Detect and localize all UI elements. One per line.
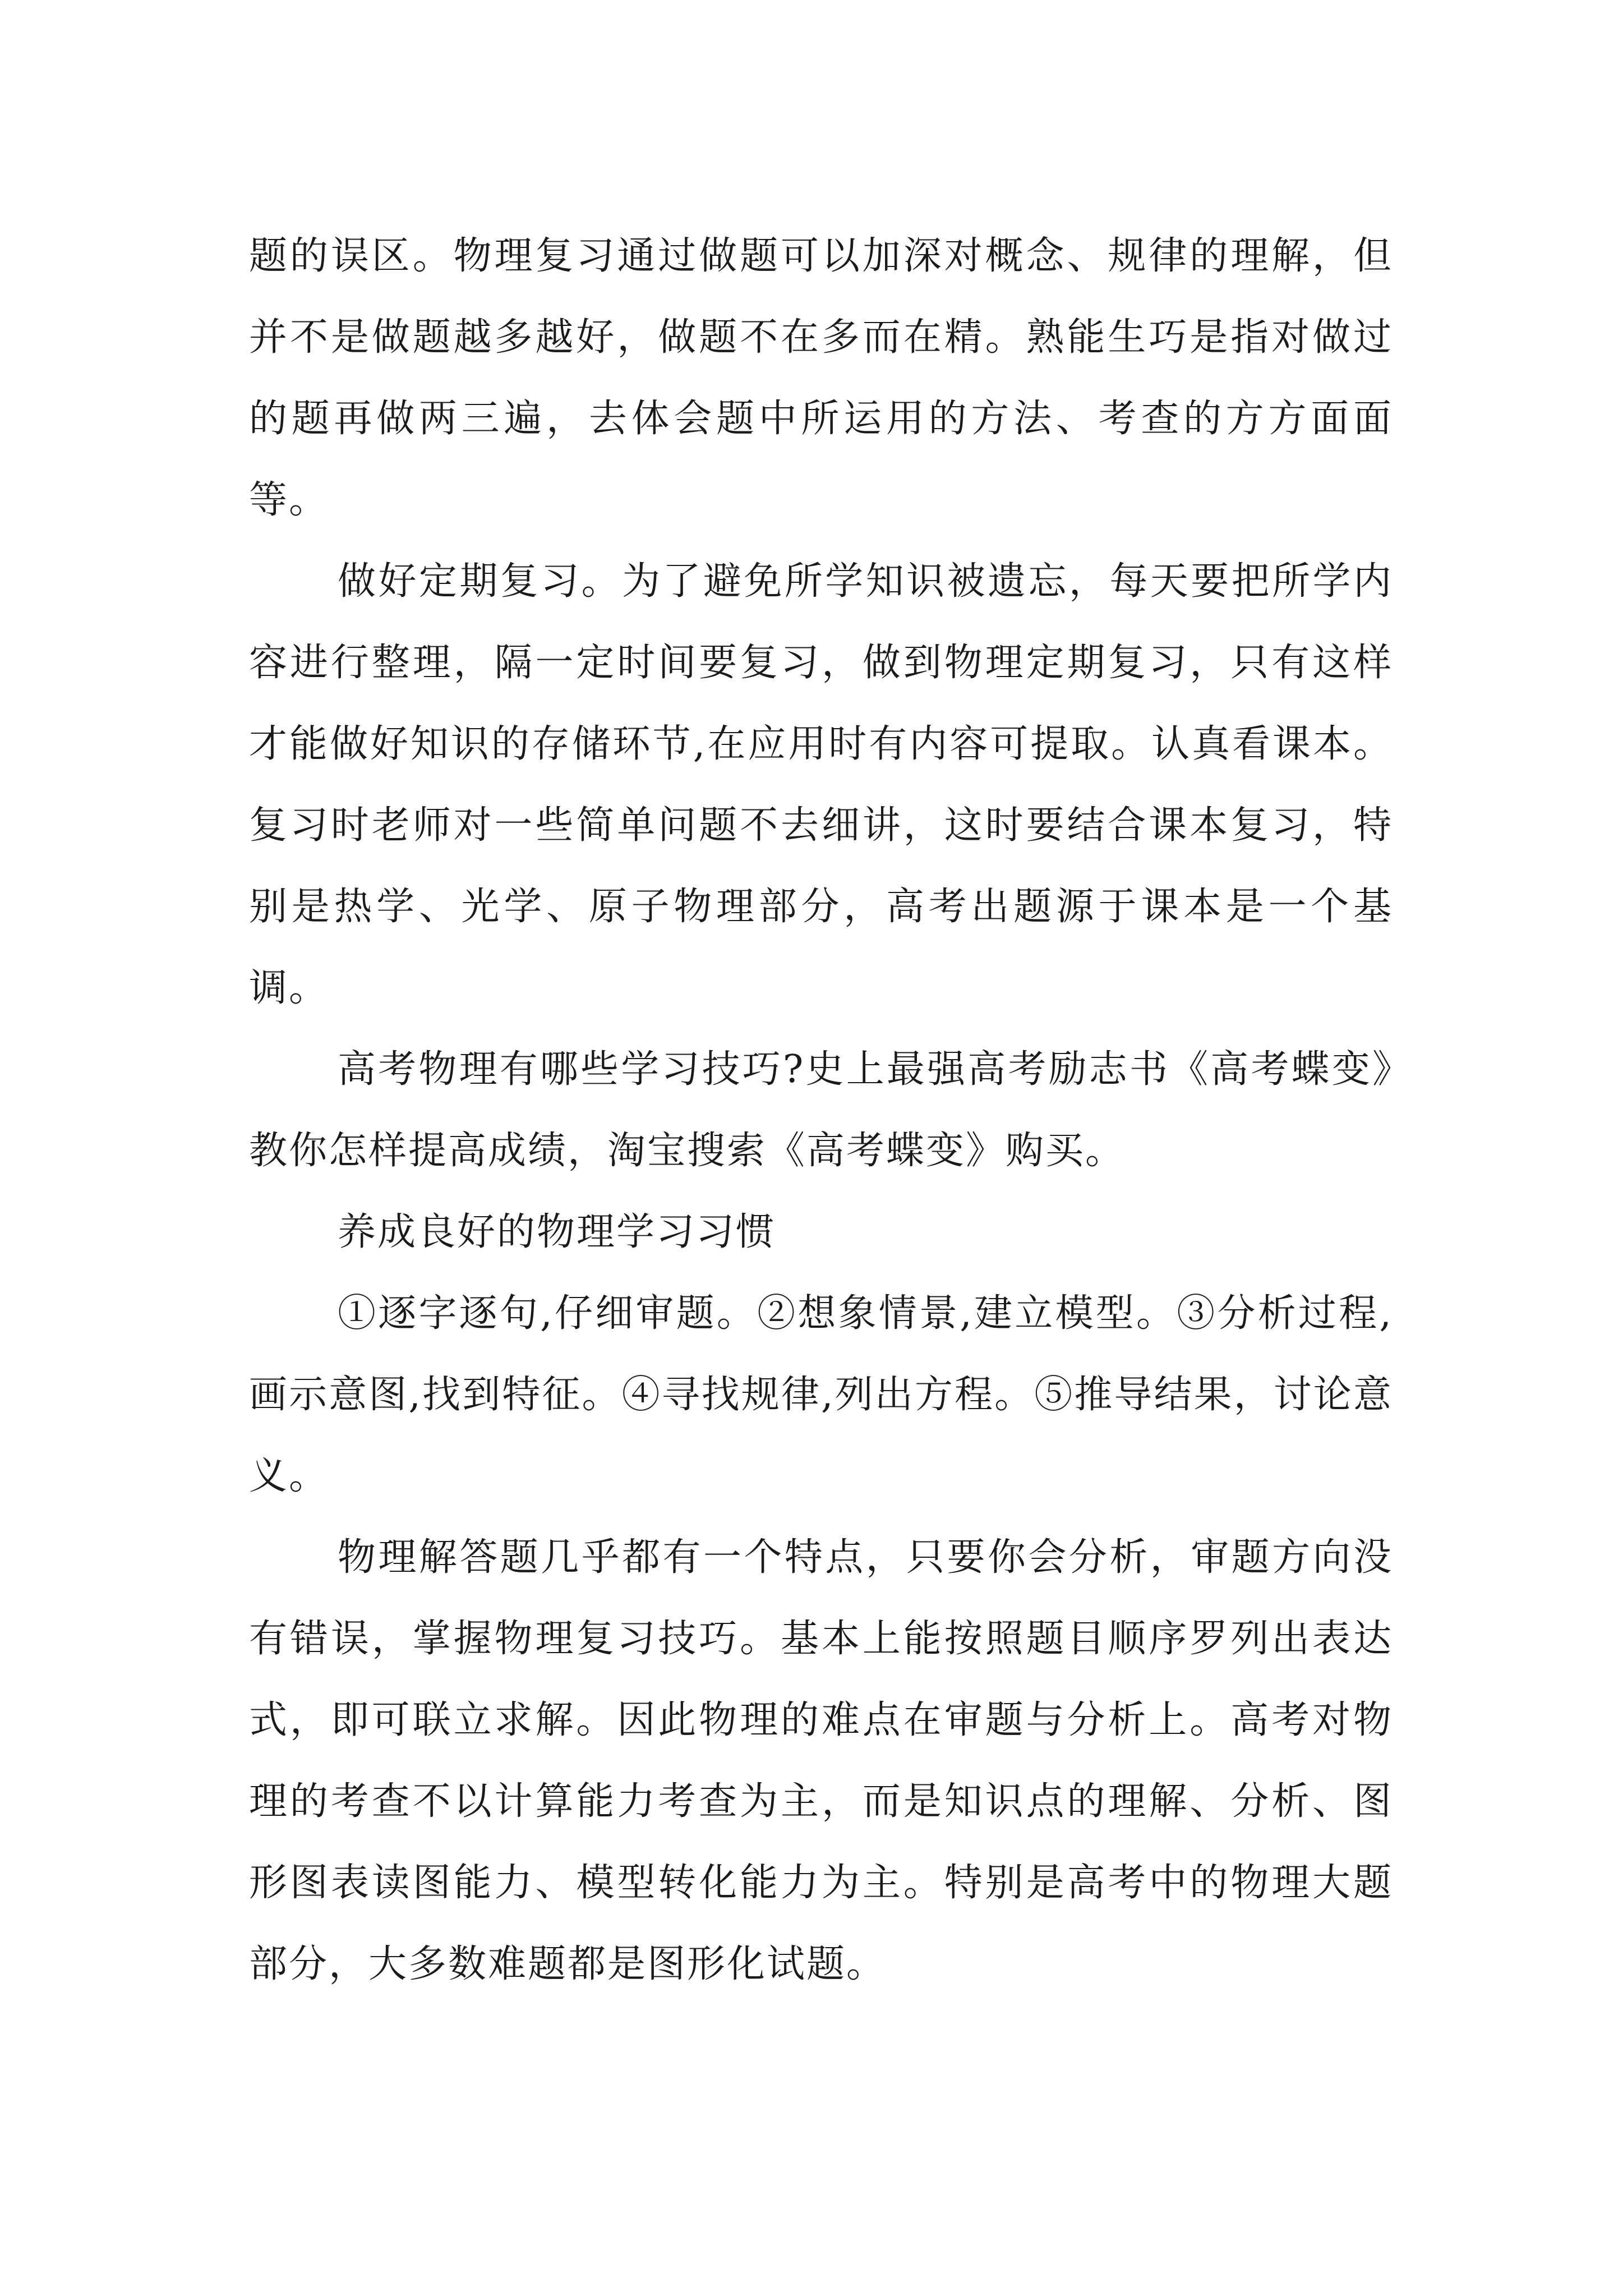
paragraph-6: 物理解答题几乎都有一个特点，只要你会分析，审题方向没有错误，掌握物理复习技巧。基本上能按照题目顺序罗列出表达式，即可联立求解。因此物理的难点在审题与分析上。高考对物理的考查不以计算能力考查为主，而是知识点的理解、分析、图形图表读图能力、模型转化能力为主。特别是高考中的物理大题部分，大多数难题都是图形化试题。 (249, 1535, 1393, 1986)
body-text (249, 215, 1393, 2005)
paragraph-3: 高考物理有哪些学习技巧?史上最强高考励志书《高考蝶变》教你怎样提高成绩，淘宝搜索《高考蝶变》购买。 (249, 1047, 1393, 1173)
paragraph-4-heading: 养成良好的物理学习习惯 (338, 1210, 776, 1254)
paragraph-5: ①逐字逐句,仔细审题。②想象情景,建立模型。③分析过程,画示意图,找到特征。④寻找规律,列出方程。⑤推导结果，讨论意义。 (249, 1291, 1393, 1498)
paragraph-1: 题的误区。物理复习通过做题可以加深对概念、规律的理解，但并不是做题越多越好，做题不在多而在精。熟能生巧是指对做过的题再做两三遍，去体会题中所运用的方法、考查的方方面面等。 (249, 234, 1393, 522)
paragraph-2: 做好定期复习。为了避免所学知识被遗忘，每天要把所学内容进行整理，隔一定时间要复习，做到物理定期复习，只有这样才能做好知识的存储环节,在应用时有内容可提取。认真看课本。复习时老师对一些简单问题不去细讲，这时要结合课本复习，特别是热学、光学、原子物理部分，高考出题源于课本是一个基调。 (249, 559, 1393, 1010)
